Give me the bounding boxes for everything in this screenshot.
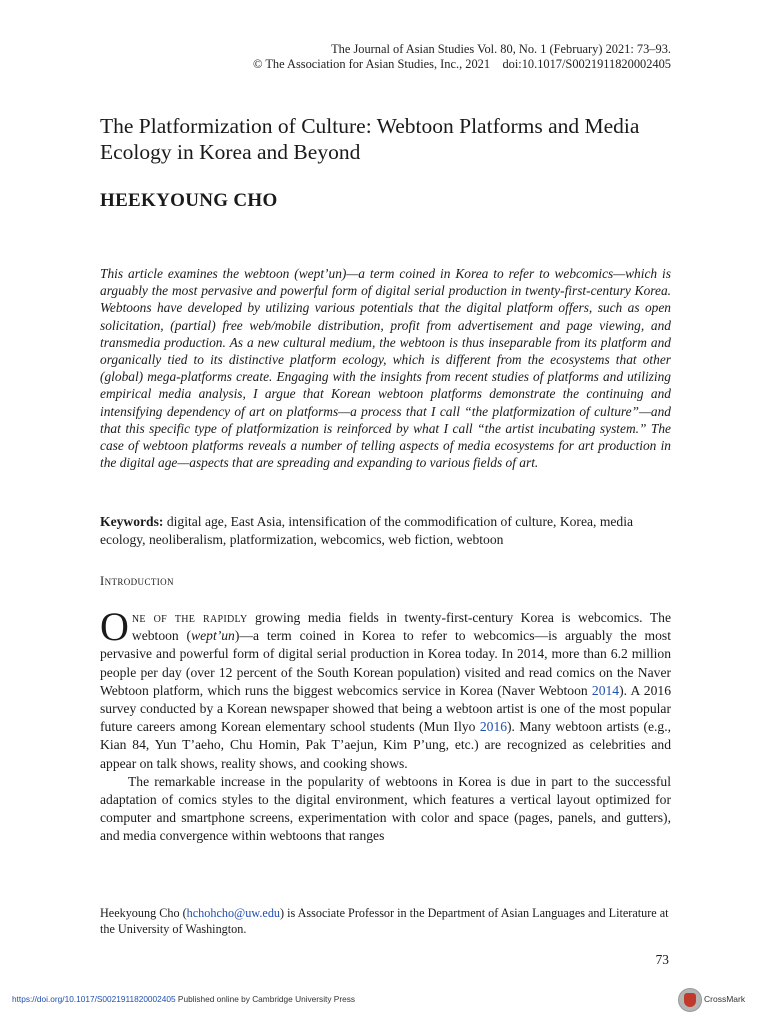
paragraph-2: The remarkable increase in the popularity of webtoons in Korea is due in part to the successful adaptation of comics styles to the digital environment, which features a vertical layout optimized for computer and smartphone screens, experimentation with color and space (pages, panels, and gutters), and media convergence within webtoons that ranges	[100, 773, 671, 844]
author-footnote	[100, 906, 671, 937]
section-heading: Introduction	[100, 574, 174, 588]
journal-citation: The Journal of Asian Studies Vol. 80, No. 1 (February) 2021: 73–93.	[331, 42, 671, 56]
page-number: 73	[655, 952, 669, 967]
paragraph-text: ). Many webtoon artists (e.g., Kian 84, Yun T’aeho, Chu Homin, Pak T’aejun, Kim P’ung, etc.) are recognized as celebrities and appear on talk shows, reality shows, and cooking shows.	[100, 719, 672, 771]
paragraph-text: growing media fields in twenty-first-century Korea is webcomics. The webtoon (	[131, 610, 671, 644]
running-head	[253, 42, 671, 72]
body-text	[100, 604, 672, 846]
keywords	[100, 513, 671, 549]
crossmark-label: CrossMark	[704, 994, 746, 1004]
paragraph-1	[100, 604, 672, 773]
crossmark-icon	[678, 988, 702, 1012]
author-email-link[interactable]: hchohcho@uw.edu	[186, 906, 281, 920]
paragraph-text: )—a term coined in Korea to refer to webcomics—is arguably the most pervasive and powerful form of digital serial production in Korea today. In 2014, more than 6.2 million people per day (over 12 percent of the South Korean population) visited and read comics on the Naver Webtoon platform, which runs the biggest webcomics service in Korea (Naver Webtoon	[100, 628, 671, 698]
article-title: The Platformization of Culture: Webtoon Platforms and Media Ecology in Korea and Beyond	[100, 114, 640, 164]
copyright-doi: © The Association for Asian Studies, Inc., 2021 doi:10.1017/S0021911820002405	[253, 57, 671, 71]
drop-cap: O	[100, 604, 129, 649]
doi-link[interactable]: https://doi.org/10.1017/S0021911820002405	[12, 994, 176, 1004]
publication-bar	[12, 994, 355, 1004]
author-name: HEEKYOUNG CHO	[100, 190, 278, 211]
smallcaps-opening: ne of the rapidly	[131, 610, 248, 625]
crossmark-badge[interactable]	[678, 988, 762, 1012]
paragraph-text: ). A 2016 survey conducted by a Korean newspaper showed that being a webtoon artist is one of the most popular future careers among Korean elementary school students (Mun Ilyo	[100, 682, 671, 735]
citation-link[interactable]: 2016	[479, 719, 508, 735]
abstract: This article examines the webtoon (wept’un)—a term coined in Korea to refer to webcomics—which is arguably the most pervasive and powerful form of digital serial production in twenty-first-century Korea. Webtoons have developed by utilizing various potentials that the digital platform offers, such as open solicitation, (partial) free web/mobile distribution, profit from advertisement and page viewing, and transmedia production. As a new cultural medium, the webtoon is thus inseparable from its platform and organically tied to its distinctive platform ecology, which is different from the ecosystems that other (global) mega-platforms create. Engaging with the insights from recent studies of platforms and utilizing empirical media analysis, I argue that Korean webtoon platforms demonstrate the continuing and intensifying dependency of art on platforms—a process that I call “the platformization of culture”—and that this specific type of platformization is reinforced by what I call “the artist incubating system.” The case of webtoon platforms reveals a number of telling aspects of media ecosystems for art production in the digital age—aspects that are spreading and expanding to various fields of art.	[100, 266, 671, 471]
publisher-note: Published online by Cambridge University Press	[175, 994, 356, 1004]
footnote-text: ) is Associate Professor in the Department of Asian Languages and Literature at the University of Washington.	[100, 906, 669, 936]
keywords-list: digital age, East Asia, intensification of the commodification of culture, Korea, media ecology, neoliberalism, platformization, webcomics, web fiction, webtoon	[100, 514, 634, 547]
citation-link[interactable]: 2014	[591, 682, 620, 698]
footnote-text: Heekyoung Cho (	[100, 906, 187, 920]
italic-term: wept’un	[191, 628, 235, 644]
keywords-label: Keywords:	[100, 514, 164, 529]
